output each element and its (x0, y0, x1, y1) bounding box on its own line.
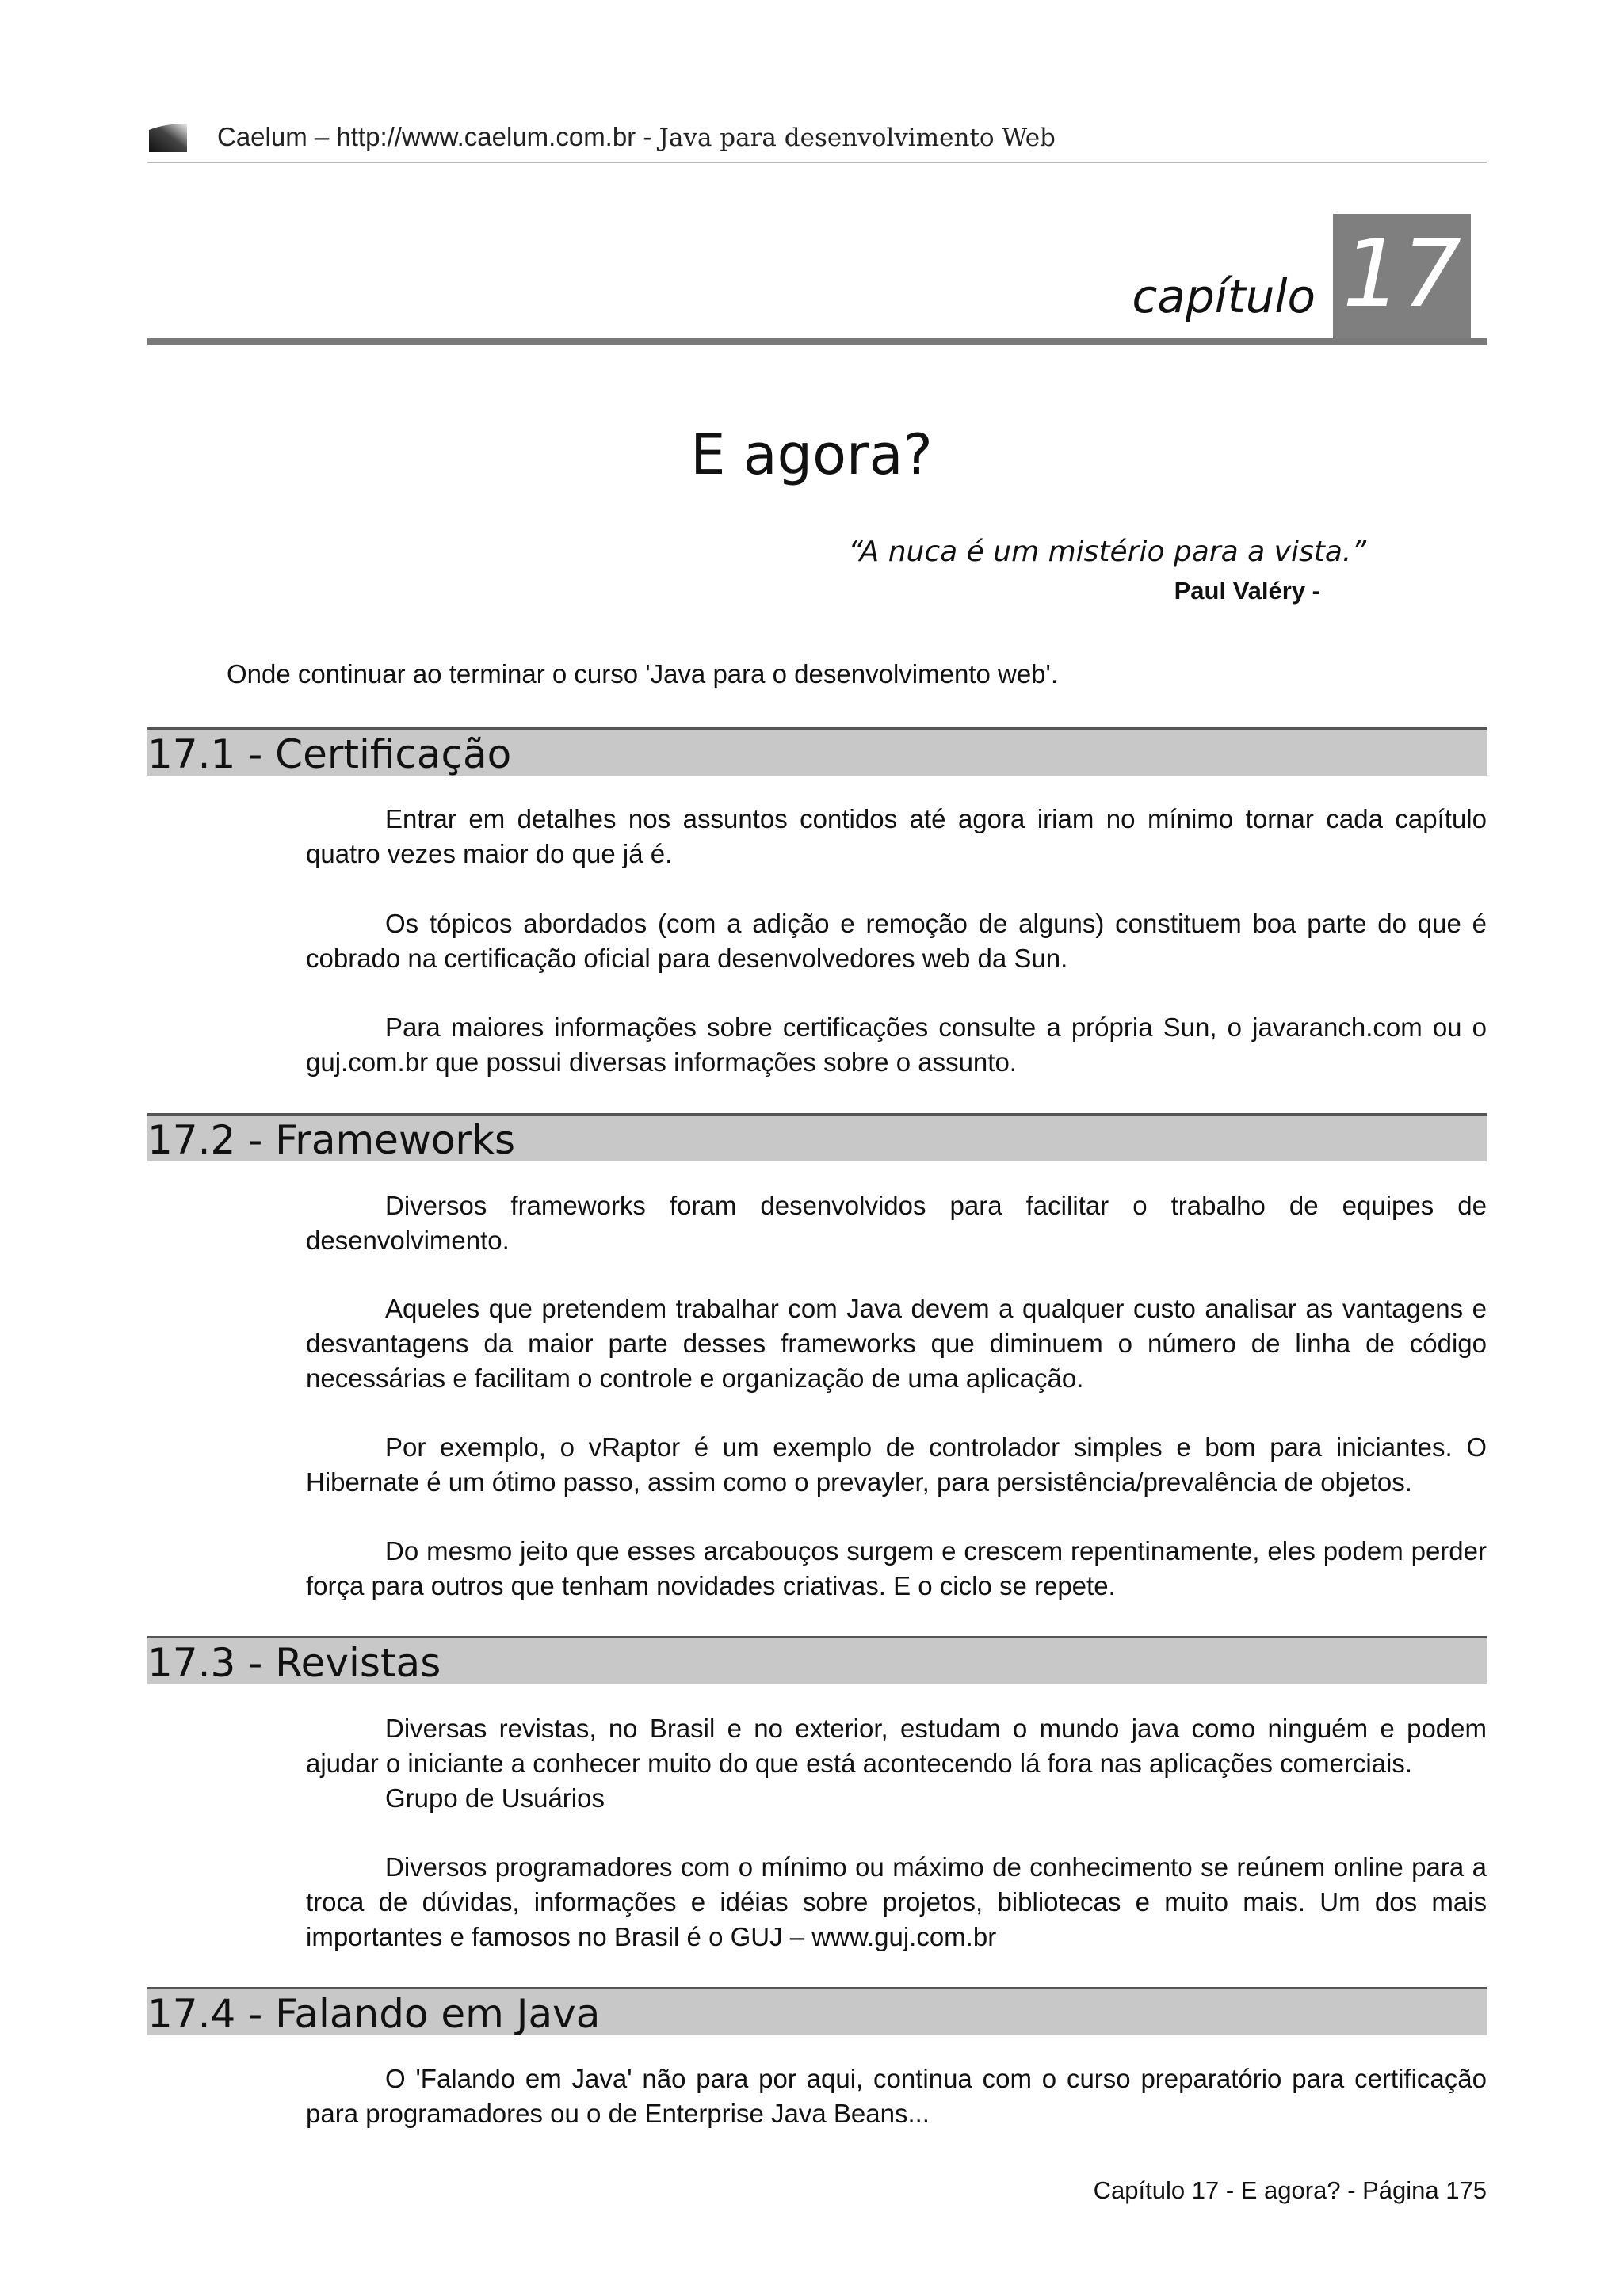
running-header (147, 120, 1487, 163)
section-heading-text: 17.4 - Falando em Java (147, 1991, 601, 2037)
paragraph (306, 906, 1487, 976)
chapter-number-box (1333, 214, 1471, 341)
header-text (217, 120, 1056, 154)
paragraph (306, 1534, 1487, 1604)
paragraph (306, 2061, 1487, 2131)
paragraph-text: Do mesmo jeito que esses arcabouços surgem e crescem repentinamente, eles podem perder força para outros que tenham novidades criativas. E o ciclo se repete. (306, 1536, 1487, 1600)
paragraph (306, 1430, 1487, 1500)
section-heading-certificacao (147, 727, 1487, 776)
subheading-text: Grupo de Usuários (385, 1783, 605, 1813)
chapter-number: 17 (1342, 219, 1462, 328)
chapter-rule (147, 338, 1487, 345)
paragraph-text: Aqueles que pretendem trabalhar com Java devem a qualquer custo analisar as vantagens e desvantagens da maior parte desses frameworks que diminuem o número de linha de código necessárias e facilitam o controle e organização de uma aplicação. (306, 1294, 1487, 1393)
section-heading-revistas (147, 1636, 1487, 1684)
chapter-title: E agora? (690, 422, 933, 487)
paragraph-text: Entrar em detalhes nos assuntos contidos até agora iriam no mínimo tornar cada capítulo quatro vezes maior do que já é. (306, 804, 1487, 868)
paragraph-text: Para maiores informações sobre certificações consulte a própria Sun, o javaranch.com ou o guj.com.br que possui diversas informações sobre o assunto. (306, 1013, 1487, 1077)
paragraph-text: O 'Falando em Java' não para por aqui, continua com o curso preparatório para certificação para programadores ou o de Enterprise Java Beans... (306, 2064, 1487, 2128)
section-heading-falando-em-java (147, 1987, 1487, 2035)
header-book-title: Java para desenvolvimento Web (659, 124, 1056, 152)
intro-text: Onde continuar ao terminar o curso 'Java para o desenvolvimento web'. (227, 659, 1059, 688)
page-footer: Capítulo 17 - E agora? - Página 175 (1093, 2176, 1487, 2204)
paragraph-text: Diversos frameworks foram desenvolvidos para facilitar o trabalho de equipes de desenvolvimento. (306, 1191, 1487, 1255)
paragraph (306, 1188, 1487, 1258)
header-company-url: Caelum – http://www.caelum.com.br - (217, 122, 659, 151)
chapter-word: capítulo (1132, 269, 1316, 323)
paragraph (306, 1291, 1487, 1396)
section-heading-text: 17.2 - Frameworks (147, 1117, 515, 1163)
section-heading-text: 17.3 - Revistas (147, 1640, 441, 1686)
epigraph-author: Paul Valéry - (1174, 577, 1320, 605)
paragraph (306, 1010, 1487, 1080)
paragraph-text: Diversas revistas, no Brasil e no exterior, estudam o mundo java como ninguém e podem ajudar o iniciante a conhecer muito do que está acontecendo lá fora nas aplicações comerciais. (306, 1714, 1487, 1778)
section-heading-frameworks (147, 1113, 1487, 1161)
paragraph (306, 1781, 1487, 1816)
section-heading-text: 17.1 - Certificação (147, 731, 512, 777)
paragraph-text: Os tópicos abordados (com a adição e remoção de alguns) constituem boa parte do que é cobrado na certificação oficial para desenvolvedores web da Sun. (306, 909, 1487, 973)
epigraph-quote: “A nuca é um mistério para a vista.” (848, 536, 1366, 568)
caelum-logo-icon (147, 122, 189, 154)
paragraph (306, 1711, 1487, 1781)
paragraph-text: Por exemplo, o vRaptor é um exemplo de controlador simples e bom para iniciantes. O Hibernate é um ótimo passo, assim como o prevayler, para persistência/prevalência de objetos. (306, 1432, 1487, 1497)
chapter-banner (147, 214, 1487, 345)
paragraph (306, 802, 1487, 871)
paragraph-text: Diversos programadores com o mínimo ou máximo de conhecimento se reúnem online para a troca de dúvidas, informações e idéias sobre projetos, bibliotecas e muito mais. Um dos mais importantes e famosos no Brasil é o GUJ – www.guj.com.br (306, 1852, 1487, 1951)
paragraph (306, 1850, 1487, 1955)
